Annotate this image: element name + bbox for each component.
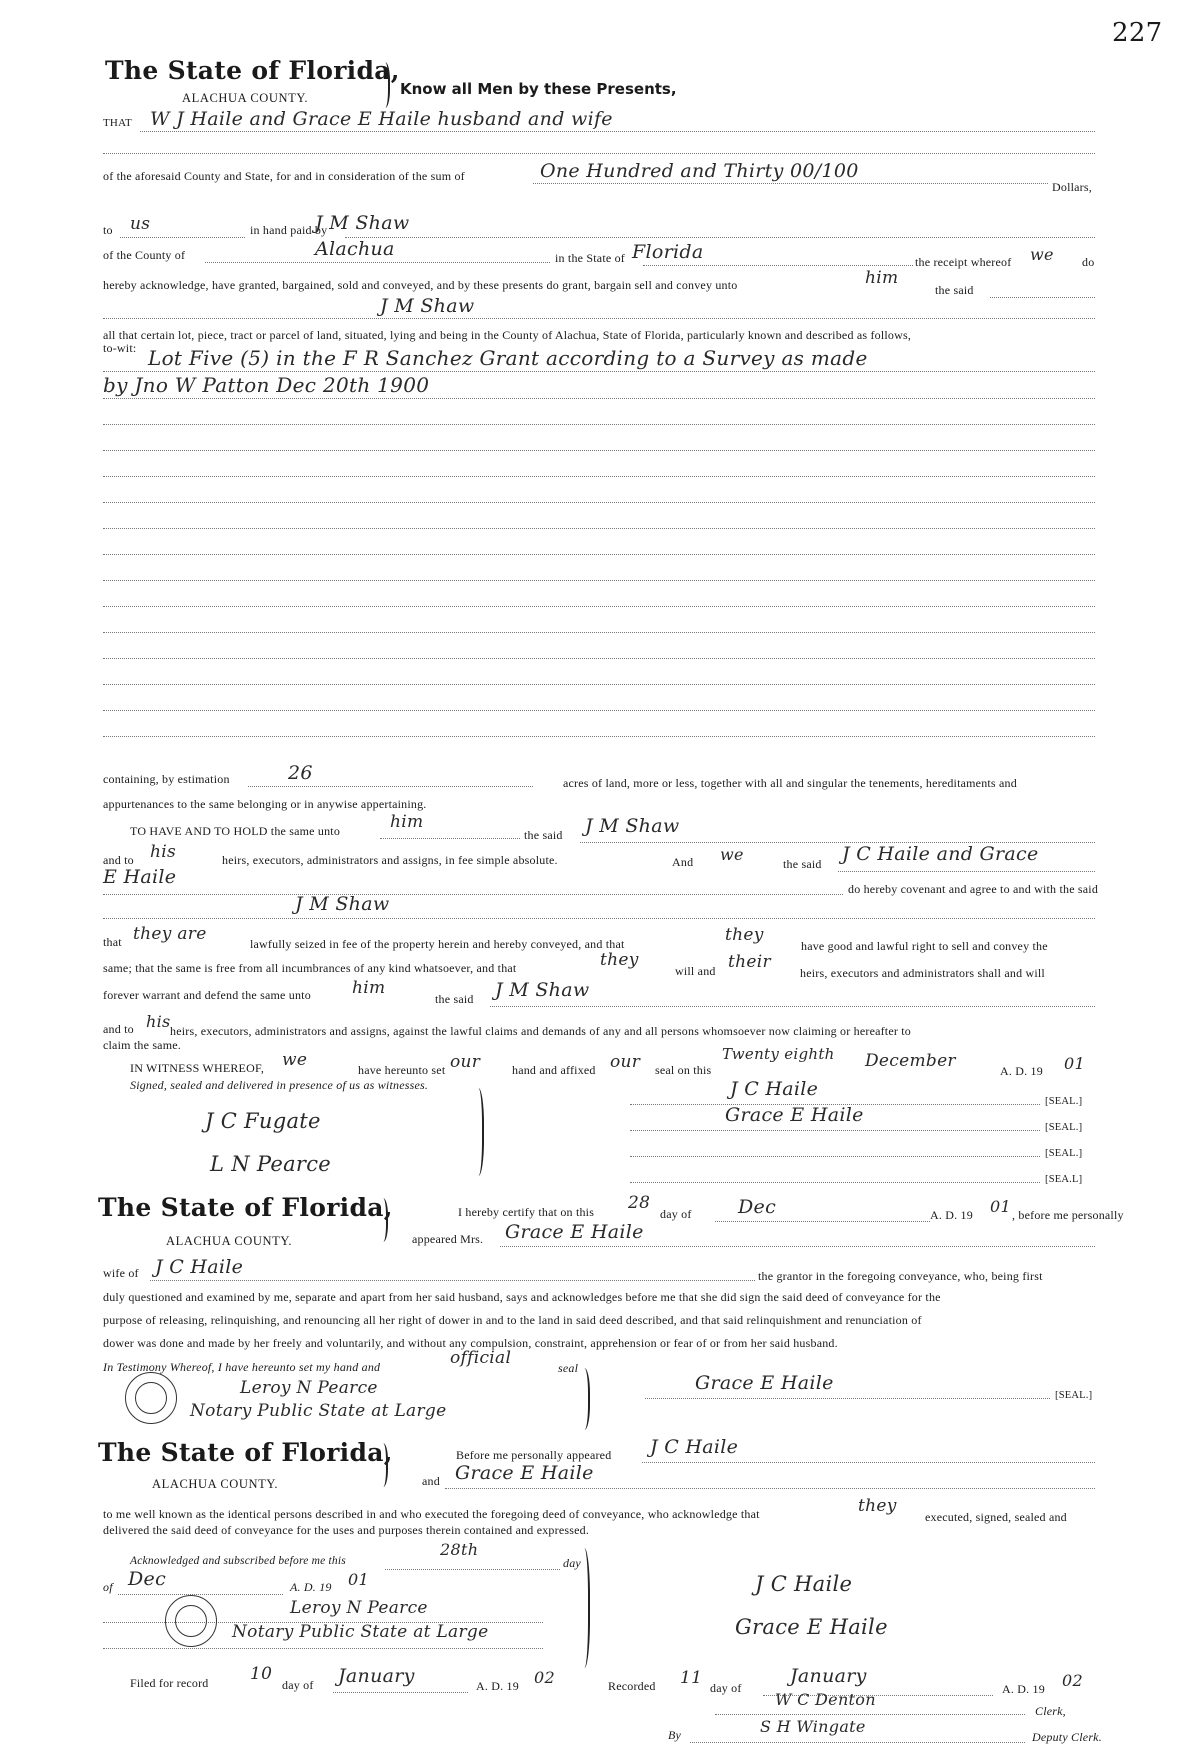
have-said-handwritten: J M Shaw [585,815,680,837]
state-of-label: in the State of [555,251,625,265]
their-handwritten: their [728,952,771,972]
dotted-line [445,1488,1095,1489]
forever-said-handwritten: J M Shaw [495,979,590,1001]
in-hand-paid-label: in hand paid by [250,223,328,237]
dotted-line [103,658,1095,659]
signature-line [630,1182,1040,1183]
dotted-line [103,606,1095,607]
wife-of-label: wife of [103,1266,139,1280]
recorded-day-handwritten: 11 [680,1668,703,1688]
appurtenances-text: appurtenances to the same belonging or in anywise appertaining. [103,797,427,811]
witness-month-handwritten: December [865,1051,956,1071]
of-label: of [103,1580,113,1594]
dotted-line [103,632,1095,633]
heirs-text: heirs, executors, administrators and assigns, in fee simple absolute. [222,853,558,867]
to-label: to [103,223,113,237]
filed-year-handwritten: 02 [534,1668,555,1687]
our-handwritten: our [450,1052,481,1072]
state-heading: The State of Florida, [105,56,400,85]
to-have-text: TO HAVE AND TO HOLD the same unto [130,824,341,838]
dotted-line [990,297,1095,298]
notary-signature: Leroy N Pearce [240,1378,378,1398]
against-text: heirs, executors, administrators and assigns, against the lawful claims and demands of any and all persons whomsoever now claiming or hereafter to [170,1024,912,1038]
signature-line [630,1130,1040,1131]
seal-word: seal [558,1361,579,1375]
grantor-2-signature: Grace E Haile [725,1104,864,1126]
recorded-month-handwritten: January [790,1665,867,1687]
seized-text: lawfully seized in fee of the property herein and hereby conveyed, and that [250,937,625,951]
witness-1-signature: J C Fugate [205,1109,321,1133]
appeared-label: appeared Mrs. [412,1232,484,1246]
ad-label: A. D. 19 [930,1208,973,1222]
to-wit-label: to-wit: [103,341,137,355]
and-label: And [672,855,694,869]
grantee-handwritten: J M Shaw [380,295,475,317]
seal-label: [SEAL.] [1045,1096,1083,1107]
dotted-line [333,1692,468,1693]
notary-seal-inner [135,1382,167,1414]
clerk-signature: W C Denton [775,1690,876,1709]
they-handwritten: they [725,925,764,945]
receipt-label: the receipt whereof [915,255,1012,269]
clerk-label: Clerk, [1035,1704,1066,1718]
dotted-line [205,262,550,263]
covenant-to-handwritten: J M Shaw [295,893,390,915]
aforesaid-text: of the aforesaid County and State, for and in consideration of the sum of [103,169,465,183]
dotted-line [103,502,1095,503]
they-handwritten: they [858,1496,897,1516]
mrs-handwritten: Grace E Haile [505,1221,644,1243]
all-that-text: all that certain lot, piece, tract or parcel of land, situated, lying and being in the County of Alachua, State of Florida, particularly known and described as follows, [103,328,912,342]
that-label: THAT [103,117,132,129]
testimony-text: In Testimony Whereof, I have hereunto set my hand and [103,1360,381,1374]
covenant-text: do hereby covenant and agree to and with the said [848,882,1099,896]
dotted-line [103,684,1095,685]
forever-text: forever warrant and defend the same unto [103,988,311,1002]
dotted-line [380,838,520,839]
paid-by-handwritten: J M Shaw [315,212,410,234]
recorded-year-handwritten: 02 [1062,1671,1083,1690]
ack-signature-2: Grace E Haile [735,1615,888,1639]
dower-day-handwritten: 28 [628,1193,651,1213]
grantor-1-signature: J C Haile [730,1078,819,1100]
dotted-line [103,153,1095,154]
his-handwritten: his [146,1012,171,1031]
state-heading: The State of Florida, [98,1193,393,1222]
forever-handwritten: him [352,978,386,998]
ack-day-handwritten: 28th [440,1540,479,1559]
day-of-label: day of [282,1678,314,1692]
state-handwritten: Florida [632,241,704,263]
and-to-label: and to [103,853,134,867]
dotted-line [103,398,1095,399]
county-label: ALACHUA COUNTY. [166,1234,293,1248]
right-text: have good and lawful right to sell and convey the [801,939,1048,953]
notary-title: Notary Public State at Large [232,1622,489,1642]
dower-signature: Grace E Haile [695,1372,834,1394]
dower-month-handwritten: Dec [738,1196,777,1218]
to-handwritten: us [130,214,151,234]
signed-sealed-text: Signed, sealed and delivered in presence of us as witnesses. [130,1078,429,1092]
brace [376,1198,388,1242]
county-label: ALACHUA COUNTY. [152,1477,279,1491]
dotted-line [103,918,1095,919]
notary-title: Notary Public State at Large [190,1401,447,1421]
dotted-line [103,528,1095,529]
acres-text: acres of land, more or less, together with all and singular the tenements, hereditaments and [563,776,1017,790]
brace [576,1548,590,1668]
dotted-line [385,1569,560,1570]
signature-line [690,1742,1025,1743]
are-handwritten: they are [133,924,207,944]
know-all-men: Know all Men by these Presents, [400,80,677,98]
the-said-label: the said [435,992,474,1006]
county-of-label: of the County of [103,248,186,262]
dotted-line [490,1006,1095,1007]
acknowledged-text: Acknowledged and subscribed before me this [130,1555,346,1567]
heirs-exec-text: heirs, executors and administrators shall and will [800,966,1045,980]
filed-for-record-label: Filed for record [130,1676,209,1690]
county-label: ALACHUA COUNTY. [182,91,309,105]
heirs-handwritten: his [150,842,177,862]
dotted-line [103,894,843,895]
wife-of-handwritten: J C Haile [155,1256,244,1278]
seal-label: [SEAL.] [1045,1122,1083,1133]
ack-person-2-handwritten: Grace E Haile [455,1462,594,1484]
and-label: and [422,1474,440,1488]
dotted-line [345,237,1095,238]
covenantors-handwritten: J C Haile and Grace [842,843,1039,865]
acres-handwritten: 26 [288,762,313,784]
that-label: that [103,935,122,949]
notary-signature: Leroy N Pearce [290,1598,428,1618]
ad-label: A. D. 19 [1002,1682,1045,1696]
dotted-line [533,183,1048,184]
ack-year-handwritten: 01 [348,1570,369,1589]
dotted-line [150,1280,755,1281]
same-text: same; that the same is free from all incumbrances of any kind whatsoever, and that [103,961,517,975]
receipt-handwritten: we [1030,245,1054,264]
state-heading: The State of Florida, [98,1438,393,1467]
dotted-line [103,424,1095,425]
day-label: day [563,1556,581,1570]
grantor-text: the grantor in the foregoing conveyance, who, being first [758,1269,1043,1283]
they2-handwritten: they [600,950,639,970]
deputy-clerk-label: Deputy Clerk. [1032,1730,1102,1744]
dotted-line [642,1462,1095,1463]
before-me-text: , before me personally [1012,1208,1124,1222]
description-line-1: Lot Five (5) in the F R Sanchez Grant according to a Survey as made [148,346,868,370]
seal-label: [SEAL.] [1045,1148,1083,1159]
brace [576,1368,590,1430]
ad-label: A. D. 19 [1000,1064,1043,1078]
dotted-line [103,554,1095,555]
dotted-line [103,318,1095,319]
ack-signature-1: J C Haile [755,1572,853,1596]
county-handwritten: Alachua [315,238,395,260]
dotted-line [643,265,913,266]
covenantors-handwritten-2: E Haile [103,866,177,888]
before-me-text: Before me personally appeared [456,1448,612,1462]
dotted-line [118,1594,283,1595]
dotted-line [838,871,1095,872]
containing-label: containing, by estimation [103,772,230,786]
in-witness-label: IN WITNESS WHEREOF, [130,1061,265,1075]
dollars-label: Dollars, [1052,180,1092,194]
will-and-label: will and [675,964,716,978]
ad-label: A. D. 19 [290,1580,332,1594]
claim-text: claim the same. [103,1038,181,1052]
executed-text: executed, signed, sealed and [925,1510,1067,1524]
sum-handwritten: One Hundred and Thirty 00/100 [540,160,859,182]
dower-text-line-4: dower was done and made by her freely and voluntarily, and without any compulsion, constraint, apprehension or fear of or from her said husband. [103,1336,838,1350]
dotted-line [500,1246,1095,1247]
by-label: By [668,1728,682,1742]
deputy-clerk-signature: S H Wingate [760,1717,866,1736]
known-text: to me well known as the identical persons described in and who executed the foregoing deed of conveyance, who acknowledge that [103,1507,760,1521]
dotted-line [248,786,533,787]
seal-label: [SEAL.] [1055,1390,1093,1401]
witness-2-signature: L N Pearce [210,1152,332,1176]
dotted-line [715,1221,930,1222]
official-handwritten: official [450,1348,512,1368]
brace [376,1443,388,1487]
description-line-2: by Jno W Patton Dec 20th 1900 [103,373,430,397]
have-unto-handwritten: him [390,812,424,832]
day-of-label: day of [710,1681,742,1695]
seal-on-label: seal on this [655,1063,712,1077]
seal-label: [SEA.L] [1045,1174,1083,1185]
delivered-text: delivered the said deed of conveyance for the uses and purposes therein contained and expressed. [103,1523,590,1537]
dotted-line [103,450,1095,451]
and-to-label: and to [103,1022,134,1036]
dotted-line [103,371,1095,372]
witness-year-handwritten: 01 [1064,1054,1085,1073]
dotted-line [103,476,1095,477]
dower-text-line-2: duly questioned and examined by me, separate and apart from her said husband, says and acknowledges before me that she did sign the said deed of conveyance for the [103,1290,941,1304]
signature-line [645,1398,1050,1399]
dotted-line [103,710,1095,711]
brace [378,62,390,108]
dotted-line [140,131,1095,132]
filed-day-handwritten: 10 [250,1664,273,1684]
witness-day-handwritten: Twenty eighth [722,1045,835,1063]
dower-year-handwritten: 01 [990,1197,1011,1216]
hereby-text: hereby acknowledge, have granted, bargained, sold and conveyed, and by these presents do grant, bargain sell and convey unto [103,278,738,292]
our2-handwritten: our [610,1052,641,1072]
have-hereunto-label: have hereunto set [358,1063,446,1077]
grantors-handwritten: W J Haile and Grace E Haile husband and wife [150,108,613,130]
dotted-line [120,237,245,238]
brace [470,1088,484,1176]
ad-label: A. D. 19 [476,1679,519,1693]
dotted-line [103,580,1095,581]
certify-text: I hereby certify that on this [458,1205,595,1219]
signature-line [630,1156,1040,1157]
recorded-label: Recorded [608,1679,656,1693]
filed-month-handwritten: January [338,1665,415,1687]
ack-person-1-handwritten: J C Haile [650,1436,739,1458]
dower-text-line-3: purpose of releasing, relinquishing, and renouncing all her right of dower in and to the land in said deed described, and that said relinquishment and renunciation of [103,1313,922,1327]
hand-affixed-label: hand and affixed [512,1063,596,1077]
the-said-label: the said [935,283,974,297]
do-label: do [1082,255,1095,269]
dotted-line [103,1648,543,1649]
signature-line [715,1714,1025,1715]
we-handwritten: we [282,1050,308,1070]
and-handwritten: we [720,845,744,864]
notary-seal-inner [175,1605,207,1637]
dotted-line [103,736,1095,737]
the-said-label: the said [524,828,563,842]
day-of-label: day of [660,1207,692,1221]
unto-handwritten: him [865,268,899,288]
page-number: 227 [1112,18,1163,48]
the-said-label: the said [783,857,822,871]
ack-month-handwritten: Dec [128,1568,167,1590]
